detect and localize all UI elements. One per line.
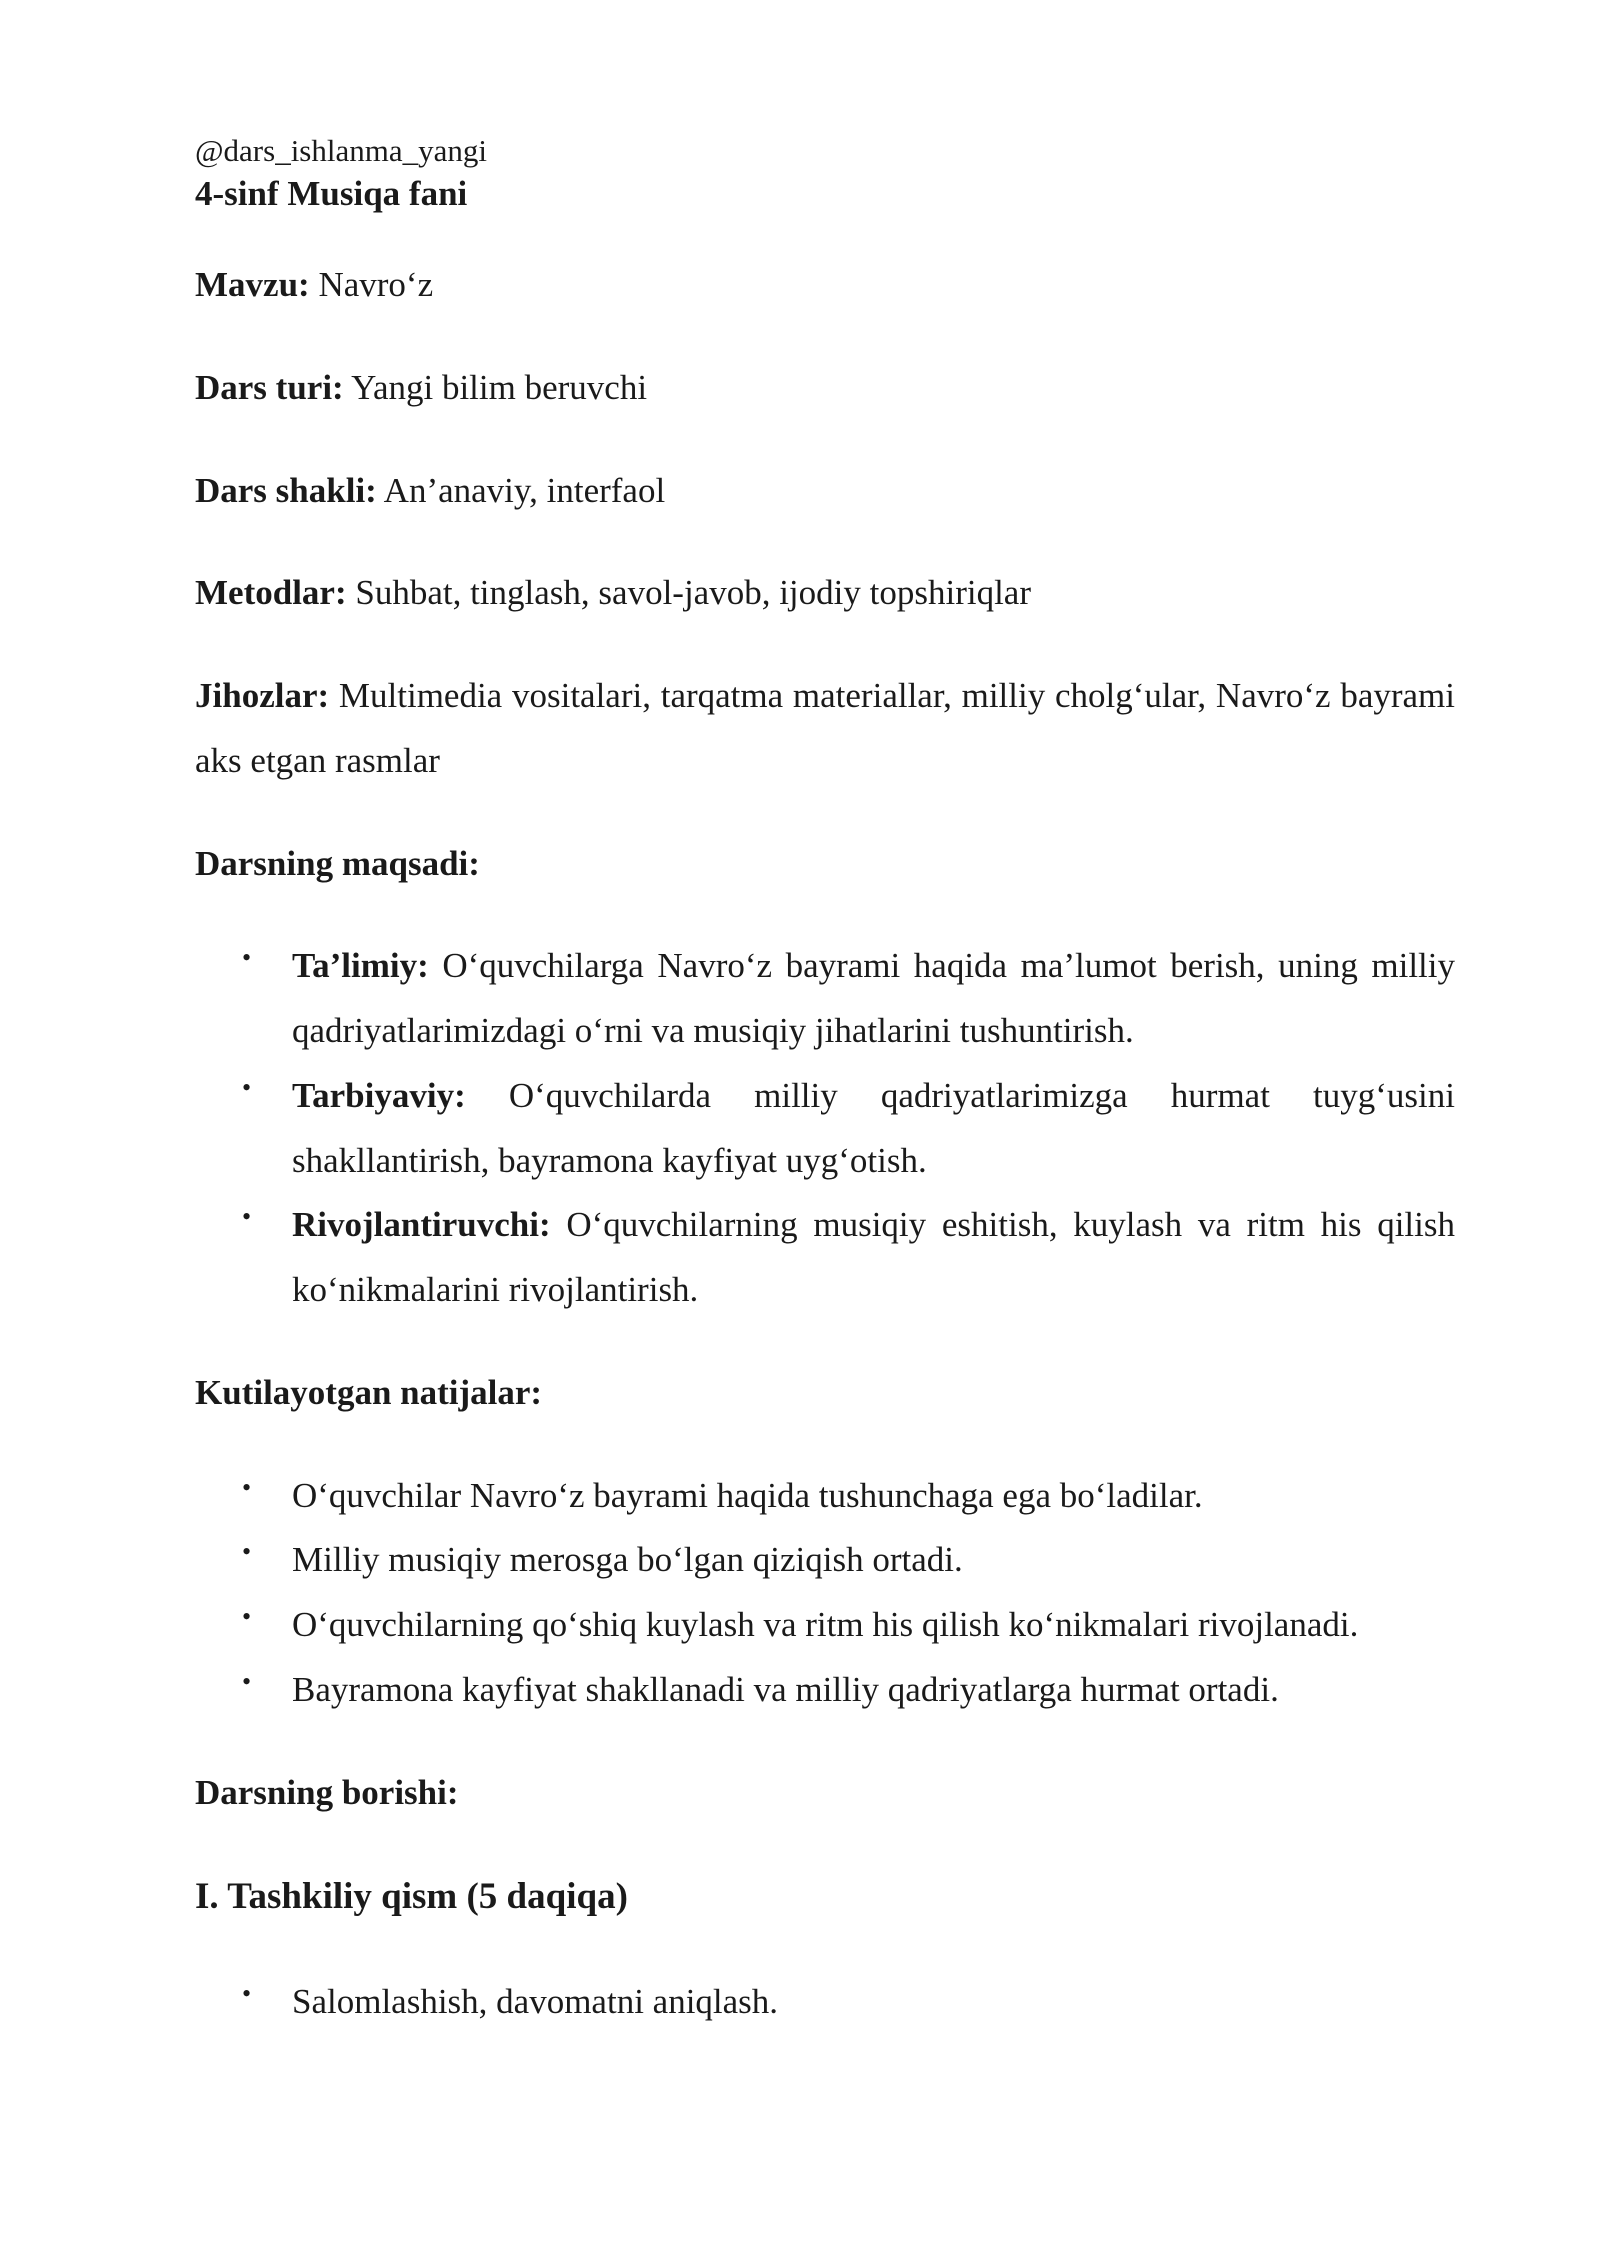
document-title: 4-sinf Musiqa fani [195,174,468,214]
stage-list [195,1970,1455,2035]
field-topic-label: Mavzu: [195,265,310,305]
results-list [195,1464,1455,1723]
field-equipment-value: Multimedia vositalari, tarqatma materiallar, milliy cholg‘ular, Navro‘z bayrami aks etgan rasmlar [195,676,1456,780]
list-item [195,934,1455,1064]
list-item [195,1193,1455,1323]
field-lesson-form-value: An’anaviy, interfaol [383,470,666,510]
bullet-icon: • [242,1666,252,1696]
bullet-icon: • [242,1537,252,1567]
stage-item-text: Salomlashish, davomatni aniqlash. [292,1981,779,2021]
list-item [195,1528,1455,1593]
channel-handle: @dars_ishlanma_yangi [195,133,487,168]
field-topic [195,253,1455,318]
field-methods [195,561,1455,626]
list-item [195,1970,1455,2035]
bullet-icon: • [242,1978,252,2008]
bullet-icon: • [242,1472,252,1502]
field-lesson-type-value: Yangi bilim beruvchi [351,367,648,407]
result-text: O‘quvchilarning qo‘shiq kuylash va ritm his qilish ko‘nikmalari rivojlanadi. [292,1605,1359,1645]
result-text: Milliy musiqiy merosga bo‘lgan qiziqish ortadi. [292,1540,963,1580]
goals-list [195,934,1455,1323]
field-lesson-type-label: Dars turi: [195,367,344,407]
field-equipment-label: Jihozlar: [195,676,330,716]
stage-heading: I. Tashkiliy qism (5 daqiqa) [195,1876,628,1918]
bullet-icon: • [242,943,252,973]
list-item [195,1658,1455,1723]
goal-text: O‘quvchilarda milliy qadriyatlarimizga hurmat tuyg‘usini shakllantirish, bayramona kayfiyat uyg‘otish. [292,1075,1455,1180]
result-text: O‘quvchilar Navro‘z bayrami haqida tushunchaga ega bo‘ladilar. [292,1475,1203,1515]
list-item [195,1593,1455,1658]
process-heading: Darsning borishi: [195,1772,459,1812]
field-equipment [195,664,1455,794]
goal-text: O‘quvchilarga Navro‘z bayrami haqida ma’lumot berish, uning milliy qadriyatlarimizdagi o‘rni va musiqiy jihatlarini tushuntirish. [292,946,1455,1051]
field-methods-value: Suhbat, tinglash, savol-javob, ijodiy topshiriqlar [355,573,1031,613]
field-lesson-type [195,356,1455,421]
goal-label: Ta’limiy: [292,946,429,986]
list-item [195,1064,1455,1194]
bullet-icon: • [242,1602,252,1632]
field-lesson-form [195,459,1455,524]
bullet-icon: • [242,1072,252,1102]
field-methods-label: Metodlar: [195,573,347,613]
list-item [195,1464,1455,1529]
document-page [195,132,1455,2035]
goal-label: Tarbiyaviy: [292,1075,466,1115]
results-heading: Kutilayotgan natijalar: [195,1372,543,1412]
bullet-icon: • [242,1202,252,1232]
field-lesson-form-label: Dars shakli: [195,470,377,510]
field-topic-value: Navro‘z [318,265,434,305]
goal-label: Rivojlantiruvchi: [292,1205,551,1245]
result-text: Bayramona kayfiyat shakllanadi va milliy qadriyatlarga hurmat ortadi. [292,1669,1279,1709]
goals-heading: Darsning maqsadi: [195,843,480,883]
goal-text: O‘quvchilarning musiqiy eshitish, kuylash va ritm his qilish ko‘nikmalarini rivojlantirish. [292,1205,1456,1310]
